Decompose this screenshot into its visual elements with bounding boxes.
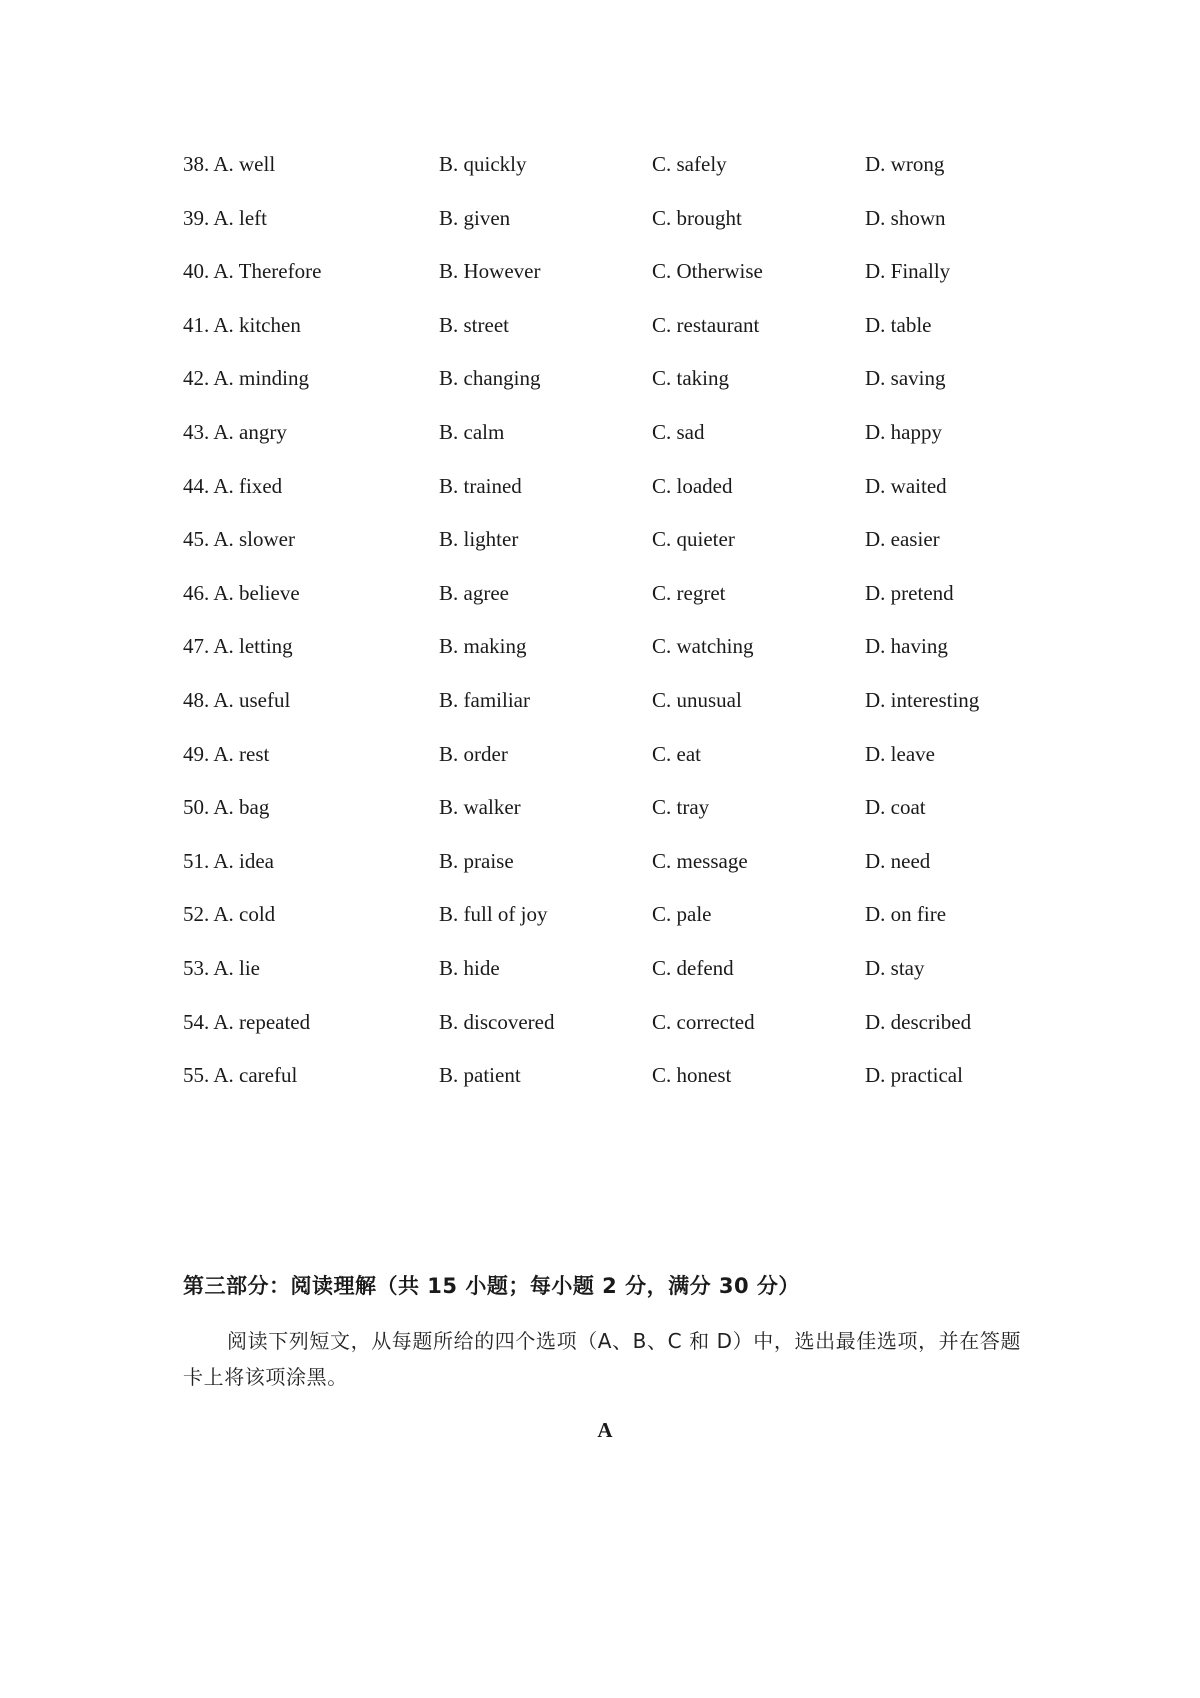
option-d: D. shown xyxy=(865,205,946,230)
option-a: 50. A. bag xyxy=(183,795,270,820)
option-c: C. brought xyxy=(652,205,742,230)
option-b: B. quickly xyxy=(439,152,527,176)
option-c: C. safely xyxy=(652,152,727,176)
option-b: B. lighter xyxy=(439,527,519,552)
option-b: B. calm xyxy=(439,419,505,444)
option-a: 42. A. minding xyxy=(183,366,310,391)
option-a: 41. A. kitchen xyxy=(183,312,301,337)
question-row xyxy=(183,408,1043,462)
option-b: B. walker xyxy=(439,795,521,820)
question-row xyxy=(183,515,1043,569)
option-d: D. interesting xyxy=(865,687,980,712)
option-a: 53. A. lie xyxy=(183,955,260,980)
question-row xyxy=(183,783,1043,837)
option-a: 51. A. idea xyxy=(183,848,274,873)
question-row xyxy=(183,140,1043,194)
option-c: C. message xyxy=(652,848,748,873)
option-c: C. quieter xyxy=(652,527,735,552)
option-a: 44. A. fixed xyxy=(183,473,283,498)
option-d: D. saving xyxy=(865,366,946,391)
option-c: C. defend xyxy=(652,955,734,980)
option-a: 40. A. Therefore xyxy=(183,259,322,284)
option-b: B. praise xyxy=(439,848,514,873)
option-b: B. familiar xyxy=(439,687,530,712)
option-c: C. restaurant xyxy=(652,312,760,337)
option-b: B. patient xyxy=(439,1063,521,1088)
question-row xyxy=(183,1051,1043,1105)
question-row xyxy=(183,730,1043,784)
question-row xyxy=(183,569,1043,623)
option-b: B. full of joy xyxy=(439,902,548,927)
option-a: 52. A. cold xyxy=(183,902,276,927)
option-a: 38. A. well xyxy=(183,152,276,176)
option-c: C. loaded xyxy=(652,473,733,498)
section-instruction: 阅读下列短文，从每题所给的四个选项（A、B、C 和 D）中，选出最佳选项，并在答题卡上将该项涂黑。 xyxy=(183,1329,1022,1389)
question-row xyxy=(183,837,1043,891)
option-a: 39. A. left xyxy=(183,205,267,230)
passage-label: A xyxy=(597,1418,613,1442)
question-row xyxy=(183,354,1043,408)
option-c: C. unusual xyxy=(652,687,742,712)
option-b: B. changing xyxy=(439,366,541,391)
option-c: C. honest xyxy=(652,1063,732,1088)
option-c: C. eat xyxy=(652,741,701,766)
option-d: D. wrong xyxy=(865,152,945,176)
option-d: D. happy xyxy=(865,419,942,444)
option-d: D. waited xyxy=(865,473,947,498)
option-d: D. leave xyxy=(865,741,935,766)
option-c: C. Otherwise xyxy=(652,259,763,284)
option-d: D. coat xyxy=(865,795,926,820)
option-d: D. Finally xyxy=(865,259,951,284)
option-b: B. agree xyxy=(439,580,509,605)
cloze-options-list xyxy=(183,140,1043,1105)
question-row xyxy=(183,301,1043,355)
option-d: D. described xyxy=(865,1009,972,1034)
option-d: D. having xyxy=(865,634,948,659)
option-b: B. order xyxy=(439,741,508,766)
option-c: C. watching xyxy=(652,634,754,659)
question-row xyxy=(183,462,1043,516)
option-c: C. pale xyxy=(652,902,712,927)
option-d: D. practical xyxy=(865,1063,963,1088)
option-d: D. stay xyxy=(865,955,925,980)
option-a: 48. A. useful xyxy=(183,687,291,712)
option-b: B. making xyxy=(439,634,527,659)
question-row xyxy=(183,944,1043,998)
option-a: 54. A. repeated xyxy=(183,1009,311,1034)
option-c: C. sad xyxy=(652,419,705,444)
option-d: D. need xyxy=(865,848,931,873)
option-d: D. pretend xyxy=(865,580,954,605)
question-row xyxy=(183,247,1043,301)
option-d: D. easier xyxy=(865,527,940,552)
section-title: 第三部分：阅读理解（共 15 小题；每小题 2 分，满分 30 分） xyxy=(183,1274,800,1298)
option-a: 55. A. careful xyxy=(183,1063,298,1088)
option-a: 49. A. rest xyxy=(183,741,270,766)
option-b: B. given xyxy=(439,205,511,230)
option-a: 45. A. slower xyxy=(183,527,295,552)
option-b: B. However xyxy=(439,259,541,284)
option-b: B. hide xyxy=(439,955,500,980)
option-d: D. on fire xyxy=(865,902,947,927)
option-c: C. tray xyxy=(652,795,710,820)
question-row xyxy=(183,890,1043,944)
option-a: 46. A. believe xyxy=(183,580,300,605)
question-row xyxy=(183,194,1043,248)
question-row xyxy=(183,998,1043,1052)
question-row xyxy=(183,622,1043,676)
question-row xyxy=(183,676,1043,730)
option-b: B. trained xyxy=(439,473,522,498)
option-b: B. discovered xyxy=(439,1009,555,1034)
option-b: B. street xyxy=(439,312,509,337)
option-c: C. taking xyxy=(652,366,729,391)
option-c: C. corrected xyxy=(652,1009,755,1034)
option-a: 43. A. angry xyxy=(183,419,287,444)
option-c: C. regret xyxy=(652,580,726,605)
option-d: D. table xyxy=(865,312,932,337)
option-a: 47. A. letting xyxy=(183,634,293,659)
